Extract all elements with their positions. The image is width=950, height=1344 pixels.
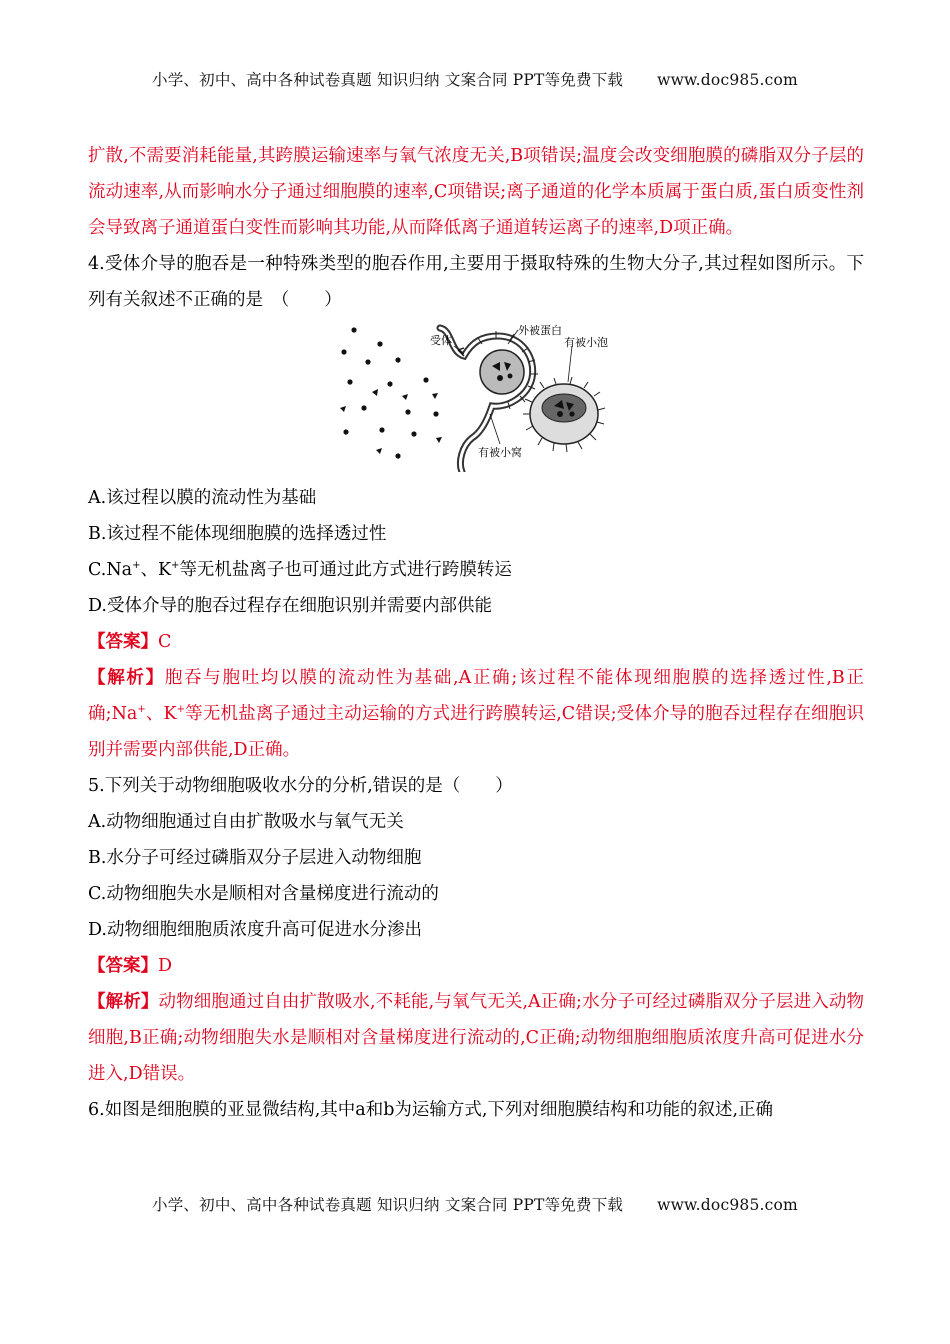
endocytosis-figure — [88, 322, 864, 472]
previous-analysis: 扩散,不需要消耗能量,其跨膜运输速率与氧气浓度无关,B项错误;温度会改变细胞膜的磷脂双分子层的流动速率,从而影响水分子通过细胞膜的速率,C项错误;离子通道的化学本质属于蛋白质,蛋白质变性剂会导致离子通道蛋白变性而影响其功能,从而降低离子通道转运离子的速率,D项正确。 — [88, 146, 864, 238]
q5-answer-value: D — [158, 956, 173, 976]
q4-analysis — [88, 660, 864, 768]
q4-analysis-mid: 、K — [145, 704, 177, 724]
q5-option-c: C.动物细胞失水是顺相对含量梯度进行流动的 — [88, 884, 439, 904]
endocytosis-diagram — [332, 322, 632, 472]
q5-stem: 5.下列关于动物细胞吸收水分的分析,错误的是（ ） — [88, 776, 513, 796]
q5-option-d: D.动物细胞细胞质浓度升高可促进水分渗出 — [88, 920, 422, 940]
q4-option-c-post: 等无机盐离子也可通过此方式进行跨膜转运 — [179, 560, 512, 580]
label-coated-pit: 有被小窝 — [478, 446, 522, 459]
q6-stem: 6.如图是细胞膜的亚显微结构,其中a和b为运输方式,下列对细胞膜结构和功能的叙述,正确 — [88, 1100, 774, 1120]
label-coat-protein: 外被蛋白 — [518, 324, 562, 337]
page-header — [0, 68, 950, 90]
q4-option-c-sup1: + — [132, 560, 141, 572]
q4-option-c-mid: 、K — [140, 560, 172, 580]
label-coated-vesicle: 有被小泡 — [564, 336, 608, 349]
q5-analysis-tag: 【解析】 — [88, 992, 159, 1012]
q4-analysis-tag: 【解析】 — [88, 668, 165, 688]
q4-option-c-pre: C.Na — [88, 560, 133, 580]
q4-option-d: D.受体介导的胞吞过程存在细胞识别并需要内部供能 — [88, 596, 492, 616]
q5-option-a: A.动物细胞通过自由扩散吸水与氧气无关 — [88, 812, 404, 832]
q5-answer-tag: 【答案】 — [88, 956, 158, 976]
q4-analysis-pre: 胞吞与胞吐均以膜的流动性为基础,A正确;该过程不能体现细胞膜的选择透过性,B正确;Na — [88, 668, 864, 724]
q4-answer-tag: 【答案】 — [88, 632, 158, 652]
label-receptor: 受体 — [430, 334, 452, 347]
q4-answer-value: C — [158, 632, 172, 652]
q5-analysis-text: 动物细胞通过自由扩散吸水,不耗能,与氧气无关,A正确;水分子可经过磷脂双分子层进入动物细胞,B正确;动物细胞失水是顺相对含量梯度进行流动的,C正确;动物细胞细胞质浓度升高可促进水分进入,D错误。 — [88, 992, 864, 1084]
q4-option-c — [88, 552, 864, 588]
q4-stem: 4.受体介导的胞吞是一种特殊类型的胞吞作用,主要用于摄取特殊的生物大分子,其过程如图所示。下列有关叙述不正确的是 （ ） — [88, 254, 864, 310]
q4-option-c-sup2: + — [171, 560, 180, 572]
header-site[interactable]: www.doc985.com — [657, 71, 798, 89]
q4-analysis-sup1: + — [137, 704, 146, 716]
q5-option-b: B.水分子可经过磷脂双分子层进入动物细胞 — [88, 848, 422, 868]
q5-analysis — [88, 984, 864, 1092]
q4-answer — [88, 624, 864, 660]
q4-analysis-post: 等无机盐离子通过主动运输的方式进行跨膜转运,C错误;受体介导的胞吞过程存在细胞识别并需要内部供能,D正确。 — [88, 704, 864, 760]
q4-option-b: B.该过程不能体现细胞膜的选择透过性 — [88, 524, 387, 544]
page-footer — [0, 1193, 950, 1215]
header-text: 小学、初中、高中各种试卷真题 知识归纳 文案合同 PPT等免费下载 — [152, 71, 624, 89]
q4-option-a: A.该过程以膜的流动性为基础 — [88, 488, 317, 508]
document-body — [88, 138, 864, 1128]
footer-text: 小学、初中、高中各种试卷真题 知识归纳 文案合同 PPT等免费下载 — [152, 1196, 624, 1214]
q4-analysis-sup2: + — [176, 704, 186, 716]
q5-answer — [88, 948, 864, 984]
footer-site[interactable]: www.doc985.com — [657, 1196, 798, 1214]
